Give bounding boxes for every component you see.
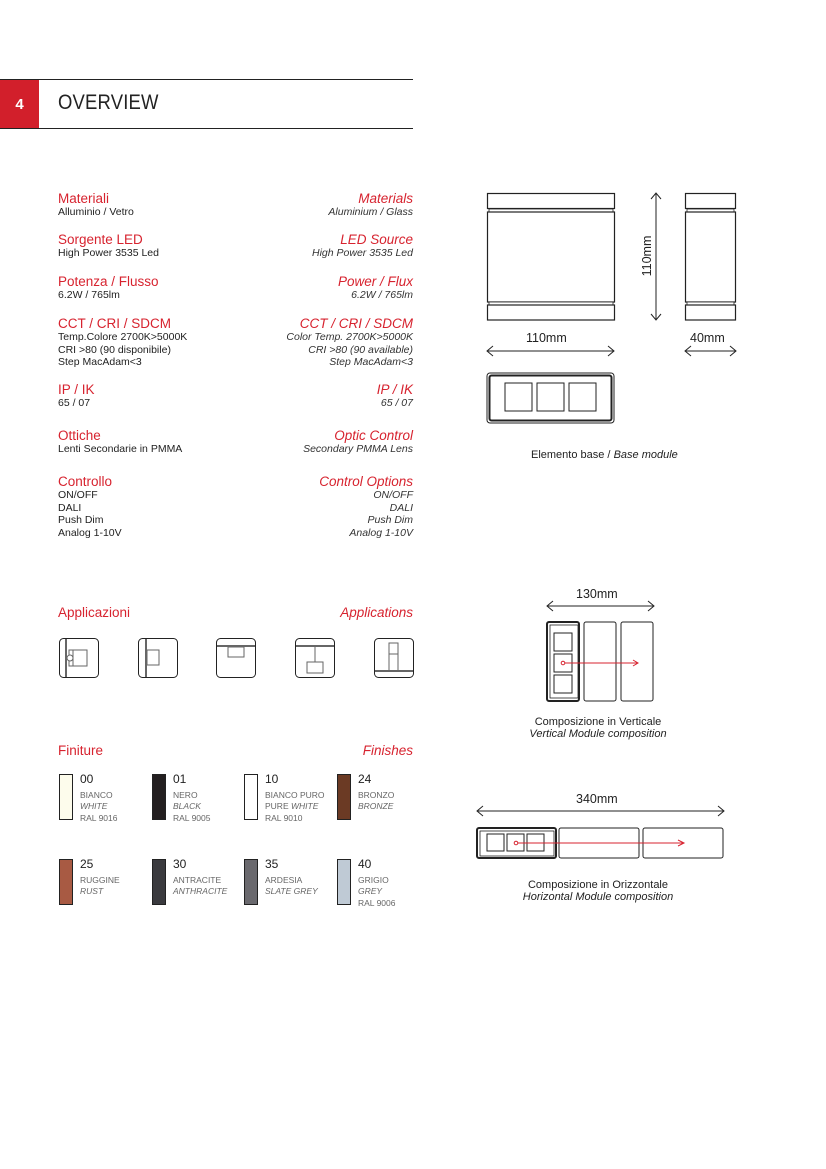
finish-name-en: BLACK (173, 801, 201, 812)
finish-name-it: GRIGIO (358, 875, 389, 885)
vertical-caption-en: Vertical Module composition (529, 728, 667, 740)
finish-code: 10 (265, 772, 279, 786)
horizontal-composition-caption (498, 879, 698, 903)
finish-name-it: BIANCO PURO (265, 790, 325, 800)
finish-ral: RAL 9006 (358, 897, 396, 908)
spec-value-it: Temp.Colore 2700K>5000K (58, 331, 188, 343)
finish-ral: RAL 9016 (80, 812, 118, 823)
finish-code: 00 (80, 772, 94, 786)
horizontal-width-label: 340mm (576, 792, 618, 806)
finish-swatch (244, 859, 258, 905)
spec-title-en: Optic Control (334, 428, 413, 443)
spec-value-en: Push Dim (367, 514, 413, 527)
base-module-caption-it: Elemento base / (531, 449, 614, 461)
finish-name-en: WHITE (80, 801, 108, 812)
finish-name-it: BRONZO (358, 790, 395, 800)
finish-swatch (337, 859, 351, 905)
horizontal-composition-drawing (476, 827, 726, 860)
depth-dimension-arrow (684, 345, 738, 357)
finish-swatch (59, 774, 73, 820)
front-view-drawing (486, 192, 616, 322)
finish-item (152, 774, 242, 824)
spec-title-en: Control Options (319, 474, 413, 489)
applications-heading (58, 605, 413, 620)
spec-value-it: CRI >80 (90 disponibile) (58, 343, 171, 356)
spec-value-en: 6.2W / 765lm (351, 289, 413, 301)
spec-value-en: Step MacAdam<3 (329, 356, 413, 369)
top-view-drawing (486, 372, 616, 424)
spec-title-it: Sorgente LED (58, 232, 143, 247)
spec-block (58, 191, 413, 219)
spec-value-it: 65 / 07 (58, 397, 91, 409)
spec-value-it: DALI (58, 501, 82, 514)
spec-title-it: Ottiche (58, 428, 101, 443)
height-dimension-label: 110mm (640, 235, 654, 277)
finish-ral: RAL 9010 (265, 812, 303, 823)
spec-title-it: CCT / CRI / SDCM (58, 316, 172, 331)
finish-name-it: BIANCO (80, 790, 113, 800)
spec-value-it: Lenti Secondarie in PMMA (58, 443, 183, 455)
page-title: OVERVIEW (58, 91, 159, 114)
spec-title-it: Controllo (58, 474, 113, 489)
wall-mount-with-junction-icon (59, 638, 99, 678)
spec-value-it: Alluminio / Vetro (58, 206, 134, 218)
spec-title-it: Materiali (58, 191, 110, 206)
spec-value-it: Push Dim (58, 514, 104, 527)
finish-item (337, 774, 427, 824)
spec-title-it: IP / IK (58, 382, 95, 397)
finish-code: 35 (265, 857, 279, 871)
finish-name-en: ANTHRACITE (173, 886, 228, 897)
finish-swatch (152, 859, 166, 905)
finish-name-en: WHITE (290, 801, 319, 812)
finish-ral: RAL 9005 (173, 812, 211, 823)
header-bottom-rule (0, 128, 413, 129)
spec-value-en: CRI >80 (90 available) (308, 343, 413, 356)
spec-value-it: Analog 1-10V (58, 527, 122, 540)
finish-code: 24 (358, 772, 372, 786)
spec-value-it: ON/OFF (58, 489, 98, 501)
spec-block (58, 382, 413, 410)
header-top-rule (0, 79, 413, 80)
spec-block (58, 474, 413, 540)
finish-name-en: GREY (358, 886, 383, 897)
finishes-heading (58, 743, 413, 758)
page-number: 4 (15, 95, 24, 113)
finish-item (59, 859, 149, 909)
spec-value-it: High Power 3535 Led (58, 247, 159, 259)
vertical-width-arrow (546, 600, 656, 612)
spec-title-en: IP / IK (376, 382, 413, 397)
finish-swatch (59, 859, 73, 905)
spec-value-en: 65 / 07 (380, 397, 413, 409)
pendant-mount-icon (295, 638, 335, 678)
finish-swatch (152, 774, 166, 820)
side-view-drawing (684, 192, 738, 322)
horizontal-width-arrow (476, 805, 726, 817)
finish-item (244, 859, 334, 909)
width-dimension-arrow (486, 345, 616, 357)
spec-title-en: LED Source (340, 232, 413, 247)
spec-value-it: 6.2W / 765lm (58, 289, 120, 301)
spec-value-en: DALI (389, 501, 413, 514)
finish-code: 01 (173, 772, 187, 786)
spec-block (58, 316, 413, 369)
spec-title-it: Potenza / Flusso (58, 274, 159, 289)
finish-name-it: ANTRACITE (173, 875, 222, 885)
finish-swatch (244, 774, 258, 820)
spec-value-it: Step MacAdam<3 (58, 356, 142, 369)
finish-name-en: RUST (80, 886, 104, 897)
spec-value-en: Secondary PMMA Lens (303, 443, 413, 455)
base-module-caption (531, 449, 678, 461)
vertical-composition-drawing (546, 621, 656, 703)
page-number-tab (0, 80, 39, 128)
spec-block (58, 232, 413, 260)
vertical-caption-it: Composizione in Verticale (534, 716, 662, 728)
vertical-width-label: 130mm (576, 587, 618, 601)
finish-swatch (337, 774, 351, 820)
finish-name-it: NERO (173, 790, 198, 800)
finishes-title-it: Finiture (58, 743, 104, 758)
finish-name-en-prefix: PURE (265, 801, 291, 812)
applications-title-en: Applications (340, 605, 413, 620)
spec-value-en: Color Temp. 2700K>5000K (286, 331, 413, 343)
ceiling-mount-icon (216, 638, 256, 678)
spec-title-en: Power / Flux (337, 274, 413, 289)
spec-block (58, 274, 413, 302)
finish-name-it: RUGGINE (80, 875, 120, 885)
finish-name-en: SLATE GREY (265, 886, 318, 897)
depth-dimension-label: 40mm (690, 331, 725, 345)
finish-name-it: ARDESIA (265, 875, 303, 885)
vertical-composition-caption (498, 716, 698, 740)
finishes-title-en: Finishes (362, 743, 413, 758)
spec-title-en: Materials (358, 191, 413, 206)
finish-code: 25 (80, 857, 94, 871)
spec-value-en: Aluminium / Glass (328, 206, 413, 218)
width-dimension-label: 110mm (526, 331, 567, 345)
finish-item (152, 859, 242, 909)
finish-code: 40 (358, 857, 372, 871)
wall-mount-icon (138, 638, 178, 678)
floor-bollard-icon (374, 638, 414, 678)
finish-name-en: BRONZE (358, 801, 394, 812)
finish-item (59, 774, 149, 824)
finish-item (337, 859, 427, 909)
horizontal-caption-it: Composizione in Orizzontale (527, 879, 668, 891)
spec-block (58, 428, 413, 456)
finish-code: 30 (173, 857, 187, 871)
spec-value-en: High Power 3535 Led (312, 247, 413, 259)
finish-item (244, 774, 334, 824)
spec-value-en: ON/OFF (373, 489, 413, 501)
base-module-caption-en: Base module (613, 449, 678, 461)
spec-title-en: CCT / CRI / SDCM (299, 316, 413, 331)
horizontal-caption-en: Horizontal Module composition (522, 891, 674, 903)
spec-value-en: Analog 1-10V (349, 527, 413, 540)
applications-title-it: Applicazioni (58, 605, 131, 620)
